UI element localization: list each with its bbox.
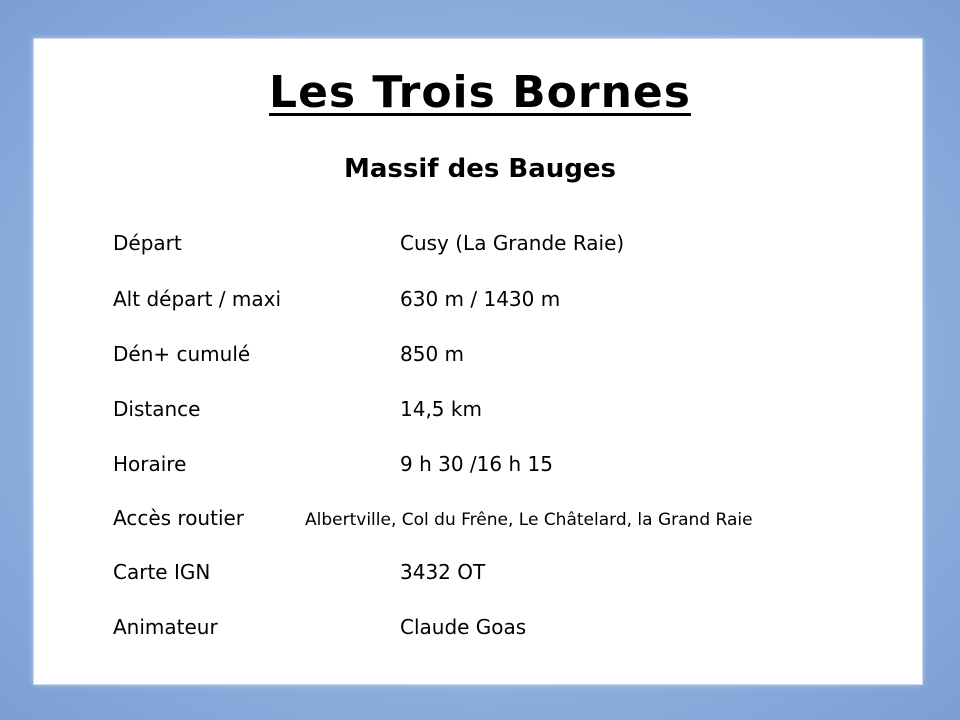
page-title-text: Les Trois Bornes bbox=[269, 67, 691, 118]
row-label: Carte IGN bbox=[113, 560, 211, 584]
row-value: 630 m / 1430 m bbox=[400, 287, 561, 311]
row-value: 9 h 30 /16 h 15 bbox=[400, 452, 553, 476]
row-value: 850 m bbox=[400, 342, 465, 366]
row-label: Départ bbox=[113, 231, 182, 255]
row-value: Albertville, Col du Frêne, Le Châtelard, la Grand Raie bbox=[305, 510, 753, 530]
page-title bbox=[0, 67, 960, 118]
row-label: Alt départ / maxi bbox=[113, 287, 282, 311]
row-value: Cusy (La Grande Raie) bbox=[400, 231, 625, 255]
row-label: Horaire bbox=[113, 452, 187, 476]
row-label: Dén+ cumulé bbox=[113, 342, 251, 366]
row-label: Distance bbox=[113, 397, 201, 421]
row-value: 3432 OT bbox=[400, 560, 486, 584]
page-subtitle: Massif des Bauges bbox=[343, 154, 616, 184]
row-label: Accès routier bbox=[113, 506, 245, 530]
row-value: Claude Goas bbox=[400, 615, 527, 639]
row-value: 14,5 km bbox=[400, 397, 482, 421]
row-label: Animateur bbox=[113, 615, 218, 639]
